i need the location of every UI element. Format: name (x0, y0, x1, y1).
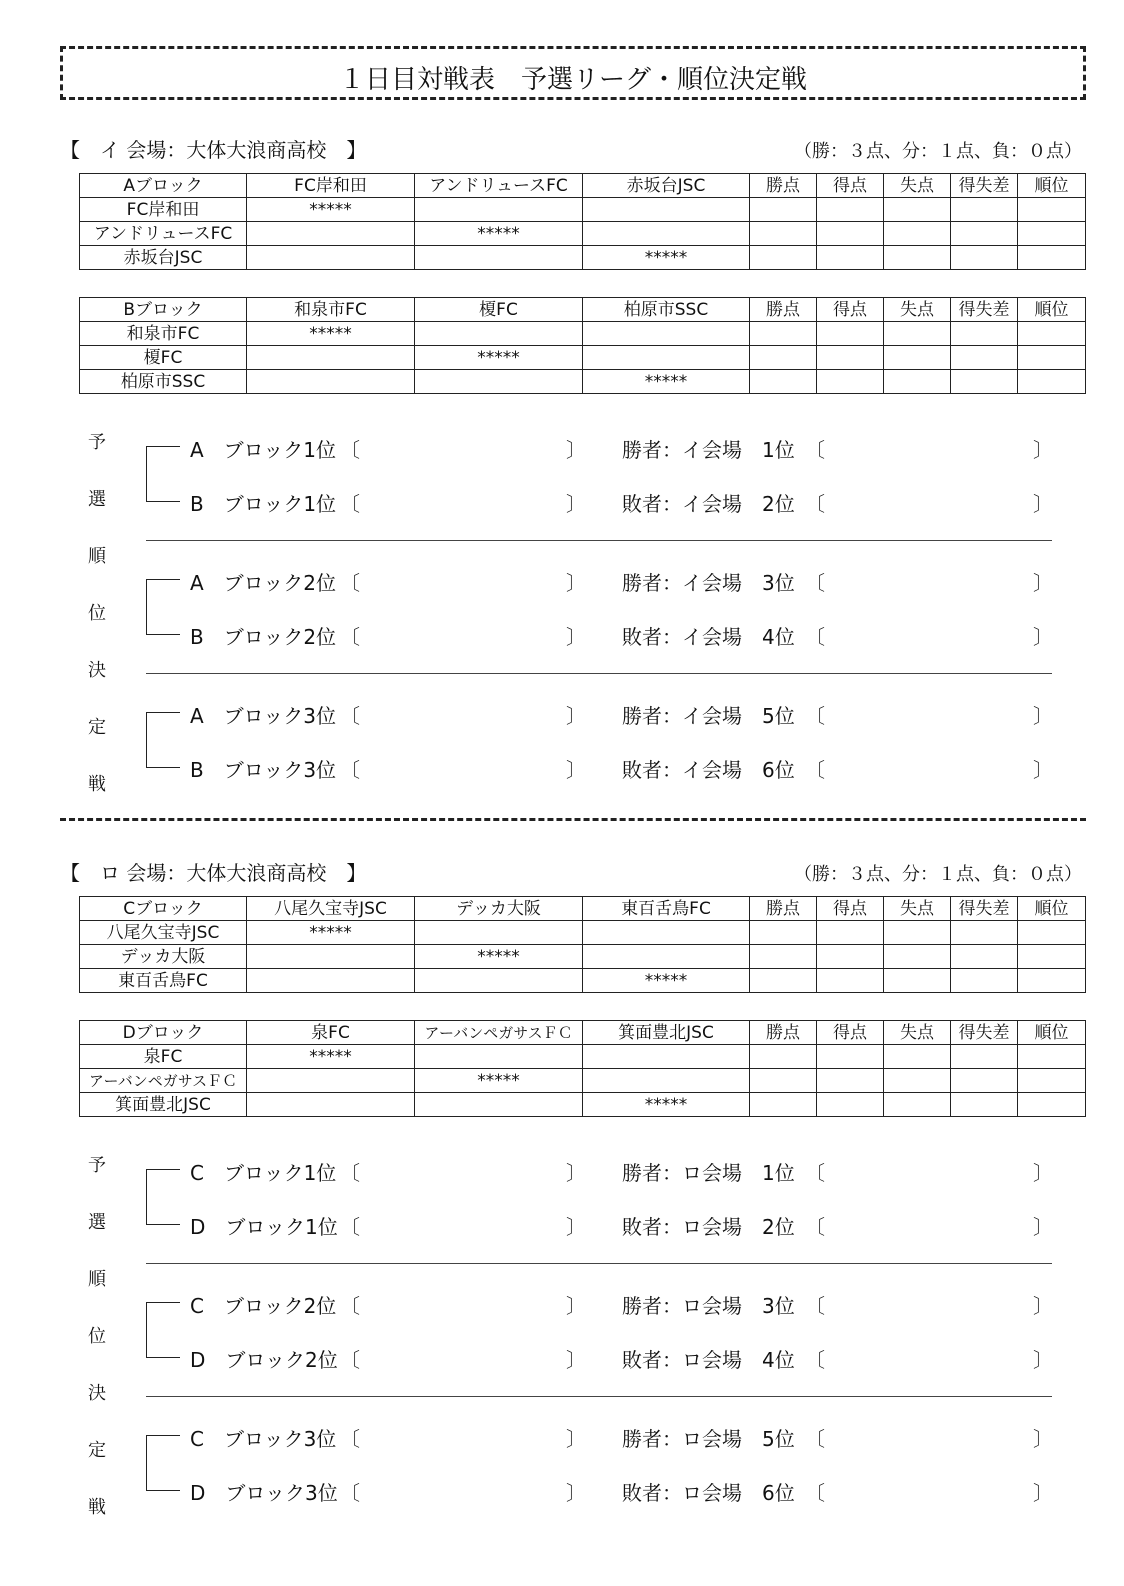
result-bracket-close: 〕 (1033, 571, 1053, 595)
match-bracket (146, 712, 180, 768)
team-column-header: 榎FC (415, 298, 583, 322)
result-bracket-open: 〔 (805, 1481, 825, 1505)
bracket-open: 〔 (340, 1427, 360, 1451)
stat-cell (884, 222, 951, 246)
stat-header: 得失差 (951, 174, 1018, 198)
bracket-close: 〕 (566, 438, 586, 462)
stat-cell (750, 1069, 817, 1093)
result-cell (583, 346, 750, 370)
match-divider (146, 1396, 1052, 1397)
result-bracket-open: 〔 (805, 1294, 825, 1318)
result-cell (415, 246, 583, 270)
stat-header: 勝点 (750, 298, 817, 322)
result-cell (247, 945, 415, 969)
result-cell (247, 1069, 415, 1093)
block-label: Bブロック (80, 298, 247, 322)
result-bracket-open: 〔 (805, 571, 825, 595)
stat-cell (1018, 1093, 1086, 1117)
bracket-close: 〕 (566, 625, 586, 649)
result-bracket-open: 〔 (805, 758, 825, 782)
stat-cell (817, 322, 884, 346)
stat-header: 勝点 (750, 1021, 817, 1045)
vertical-label-char: 戦 (88, 1497, 106, 1518)
table-row (80, 198, 1086, 222)
match-bracket (146, 446, 180, 502)
bracket-close: 〕 (566, 1294, 586, 1318)
result-bracket-close: 〕 (1033, 1348, 1053, 1372)
vertical-label-char: 予 (88, 432, 106, 453)
stat-cell (750, 370, 817, 394)
bracket-open: 〔 (340, 1481, 360, 1505)
standings-table (79, 297, 1086, 394)
stat-header: 失点 (884, 174, 951, 198)
table-row (80, 945, 1086, 969)
loser-label: 敗者：ロ会場 4位 (622, 1348, 795, 1372)
result-bracket-close: 〕 (1033, 704, 1053, 728)
stat-cell (817, 1045, 884, 1069)
result-cell (247, 222, 415, 246)
team-row-name: 和泉市FC (80, 322, 247, 346)
table-row (80, 969, 1086, 993)
team-column-header: 東百舌鳥FC (583, 897, 750, 921)
result-bracket-close: 〕 (1033, 1294, 1053, 1318)
stat-cell (1018, 945, 1086, 969)
stat-cell (884, 246, 951, 270)
loser-label: 敗者：ロ会場 2位 (622, 1215, 795, 1239)
vertical-label-char: 順 (88, 546, 106, 567)
qualifier-bottom: D ブロック3位 (190, 1481, 338, 1505)
stat-cell (951, 322, 1018, 346)
stat-cell (750, 246, 817, 270)
bracket-close: 〕 (566, 1161, 586, 1185)
result-cell (415, 370, 583, 394)
bracket-open: 〔 (340, 758, 360, 782)
qualifier-bottom: B ブロック3位 (190, 758, 337, 782)
result-cell (415, 921, 583, 945)
match-bracket (146, 1302, 180, 1358)
result-cell (247, 370, 415, 394)
result-cell (415, 198, 583, 222)
page-title-box (60, 46, 1086, 100)
stat-cell (951, 370, 1018, 394)
stat-cell (750, 198, 817, 222)
team-row-name: デッカ大阪 (80, 945, 247, 969)
team-row-name: 箕面豊北JSC (80, 1093, 247, 1117)
team-column-header: アンドリュースFC (415, 174, 583, 198)
stat-header: 得点 (817, 1021, 884, 1045)
self-match-cell: ***** (247, 198, 415, 222)
result-bracket-close: 〕 (1033, 1481, 1053, 1505)
loser-label: 敗者：ロ会場 6位 (622, 1481, 795, 1505)
qualifier-bottom: B ブロック2位 (190, 625, 337, 649)
table-header-row (80, 1021, 1086, 1045)
qualifier-top: C ブロック2位 (190, 1294, 337, 1318)
stat-cell (884, 1045, 951, 1069)
match-divider (146, 673, 1052, 674)
stat-header: 勝点 (750, 897, 817, 921)
table-row (80, 921, 1086, 945)
bracket-close: 〕 (566, 1215, 586, 1239)
winner-label: 勝者：ロ会場 3位 (622, 1294, 795, 1318)
table-row (80, 1045, 1086, 1069)
qualifier-top: C ブロック1位 (190, 1161, 337, 1185)
stat-cell (884, 346, 951, 370)
table-row (80, 346, 1086, 370)
stat-header: 順位 (1018, 298, 1086, 322)
team-row-name: 八尾久宝寺JSC (80, 921, 247, 945)
result-cell (583, 322, 750, 346)
stat-header: 失点 (884, 298, 951, 322)
stat-cell (817, 1093, 884, 1117)
stat-cell (951, 198, 1018, 222)
team-row-name: アンドリュースFC (80, 222, 247, 246)
team-column-header: デッカ大阪 (415, 897, 583, 921)
winner-label: 勝者：ロ会場 5位 (622, 1427, 795, 1451)
stat-header: 順位 (1018, 897, 1086, 921)
self-match-cell: ***** (415, 346, 583, 370)
vertical-label-char: 選 (88, 489, 106, 510)
result-cell (583, 945, 750, 969)
match-bracket (146, 579, 180, 635)
team-column-header: 和泉市FC (247, 298, 415, 322)
result-bracket-close: 〕 (1033, 1161, 1053, 1185)
team-column-header: 赤坂台JSC (583, 174, 750, 198)
result-cell (247, 246, 415, 270)
stat-cell (1018, 222, 1086, 246)
points-note: （勝：３点、分：１点、負：０点） (794, 864, 1082, 885)
result-cell (583, 1045, 750, 1069)
team-column-header: アーバンペガサスＦＣ (415, 1021, 583, 1045)
bracket-close: 〕 (566, 1348, 586, 1372)
result-cell (415, 1045, 583, 1069)
loser-label: 敗者：イ会場 4位 (622, 625, 795, 649)
team-column-header: FC岸和田 (247, 174, 415, 198)
qualifier-top: C ブロック3位 (190, 1427, 337, 1451)
result-bracket-close: 〕 (1033, 758, 1053, 782)
qualifier-bottom: D ブロック1位 (190, 1215, 338, 1239)
result-cell (247, 346, 415, 370)
bracket-close: 〕 (566, 1481, 586, 1505)
team-column-header: 泉FC (247, 1021, 415, 1045)
bracket-open: 〔 (340, 1294, 360, 1318)
stat-cell (817, 969, 884, 993)
result-bracket-open: 〔 (805, 1161, 825, 1185)
team-row-name: 赤坂台JSC (80, 246, 247, 270)
stat-cell (951, 969, 1018, 993)
bracket-open: 〔 (340, 492, 360, 516)
bracket-close: 〕 (566, 1427, 586, 1451)
block-label: Cブロック (80, 897, 247, 921)
self-match-cell: ***** (583, 246, 750, 270)
stat-header: 得失差 (951, 298, 1018, 322)
stat-cell (750, 945, 817, 969)
stat-cell (1018, 322, 1086, 346)
team-row-name: 泉FC (80, 1045, 247, 1069)
stat-header: 得点 (817, 897, 884, 921)
result-bracket-open: 〔 (805, 438, 825, 462)
result-bracket-close: 〕 (1033, 1215, 1053, 1239)
self-match-cell: ***** (247, 1045, 415, 1069)
vertical-label-char: 予 (88, 1155, 106, 1176)
result-bracket-close: 〕 (1033, 492, 1053, 516)
bracket-close: 〕 (566, 758, 586, 782)
page-title: １日目対戦表 予選リーグ・順位決定戦 (338, 65, 807, 95)
result-cell (247, 1093, 415, 1117)
stat-cell (750, 969, 817, 993)
venue-heading: 【 ロ 会場：大体大浪商高校 】 (60, 861, 367, 885)
result-bracket-close: 〕 (1033, 625, 1053, 649)
result-cell (415, 1093, 583, 1117)
bracket-open: 〔 (340, 1348, 360, 1372)
winner-label: 勝者：ロ会場 1位 (622, 1161, 795, 1185)
table-row (80, 370, 1086, 394)
result-bracket-close: 〕 (1033, 438, 1053, 462)
result-cell (583, 921, 750, 945)
result-bracket-open: 〔 (805, 1215, 825, 1239)
stat-header: 失点 (884, 897, 951, 921)
table-header-row (80, 298, 1086, 322)
stat-cell (884, 969, 951, 993)
stat-cell (750, 921, 817, 945)
table-row (80, 246, 1086, 270)
stat-cell (884, 322, 951, 346)
stat-cell (750, 222, 817, 246)
stat-cell (884, 1069, 951, 1093)
vertical-label-char: 位 (88, 603, 106, 624)
stat-cell (951, 945, 1018, 969)
stat-cell (884, 370, 951, 394)
bracket-close: 〕 (566, 571, 586, 595)
stat-cell (817, 921, 884, 945)
block-label: Aブロック (80, 174, 247, 198)
result-bracket-close: 〕 (1033, 1427, 1053, 1451)
team-row-name: 柏原市SSC (80, 370, 247, 394)
stat-cell (817, 346, 884, 370)
stat-cell (884, 198, 951, 222)
stat-cell (750, 1093, 817, 1117)
self-match-cell: ***** (247, 921, 415, 945)
stat-cell (750, 346, 817, 370)
standings-table (79, 1020, 1086, 1117)
qualifier-top: A ブロック3位 (190, 704, 337, 728)
match-divider (146, 540, 1052, 541)
table-row (80, 1093, 1086, 1117)
team-row-name: 東百舌鳥FC (80, 969, 247, 993)
table-row (80, 222, 1086, 246)
loser-label: 敗者：イ会場 2位 (622, 492, 795, 516)
points-note: （勝：３点、分：１点、負：０点） (794, 141, 1082, 162)
table-row (80, 322, 1086, 346)
team-column-header: 八尾久宝寺JSC (247, 897, 415, 921)
result-cell (583, 222, 750, 246)
stat-cell (1018, 1069, 1086, 1093)
result-cell (415, 969, 583, 993)
table-row (80, 1069, 1086, 1093)
result-cell (583, 198, 750, 222)
stat-cell (884, 1093, 951, 1117)
team-row-name: FC岸和田 (80, 198, 247, 222)
stat-cell (951, 1093, 1018, 1117)
result-cell (583, 1069, 750, 1093)
qualifier-top: A ブロック2位 (190, 571, 337, 595)
bracket-open: 〔 (340, 1215, 360, 1239)
bracket-open: 〔 (340, 704, 360, 728)
stat-cell (817, 945, 884, 969)
standings-table (79, 173, 1086, 270)
stat-cell (884, 921, 951, 945)
winner-label: 勝者：イ会場 5位 (622, 704, 795, 728)
bracket-open: 〔 (340, 571, 360, 595)
stat-cell (817, 1069, 884, 1093)
self-match-cell: ***** (415, 222, 583, 246)
venue-heading: 【 イ 会場：大体大浪商高校 】 (60, 138, 367, 162)
self-match-cell: ***** (583, 370, 750, 394)
stat-header: 順位 (1018, 174, 1086, 198)
team-row-name: 榎FC (80, 346, 247, 370)
result-bracket-open: 〔 (805, 625, 825, 649)
vertical-label-char: 位 (88, 1326, 106, 1347)
stat-cell (817, 198, 884, 222)
winner-label: 勝者：イ会場 1位 (622, 438, 795, 462)
match-bracket (146, 1169, 180, 1225)
result-cell (415, 322, 583, 346)
loser-label: 敗者：イ会場 6位 (622, 758, 795, 782)
table-header-row (80, 174, 1086, 198)
stat-cell (817, 222, 884, 246)
vertical-label-char: 選 (88, 1212, 106, 1233)
self-match-cell: ***** (415, 945, 583, 969)
qualifier-top: A ブロック1位 (190, 438, 337, 462)
stat-cell (951, 921, 1018, 945)
bracket-close: 〕 (566, 704, 586, 728)
qualifier-bottom: D ブロック2位 (190, 1348, 338, 1372)
stat-cell (884, 945, 951, 969)
stat-header: 勝点 (750, 174, 817, 198)
self-match-cell: ***** (583, 1093, 750, 1117)
result-bracket-open: 〔 (805, 704, 825, 728)
bracket-open: 〔 (340, 625, 360, 649)
stat-header: 得失差 (951, 1021, 1018, 1045)
stat-header: 失点 (884, 1021, 951, 1045)
stat-cell (817, 246, 884, 270)
stat-cell (1018, 198, 1086, 222)
stat-cell (951, 346, 1018, 370)
stat-cell (750, 322, 817, 346)
stat-cell (750, 1045, 817, 1069)
self-match-cell: ***** (583, 969, 750, 993)
stat-header: 得点 (817, 298, 884, 322)
match-bracket (146, 1435, 180, 1491)
block-label: Dブロック (80, 1021, 247, 1045)
qualifier-bottom: B ブロック1位 (190, 492, 337, 516)
result-bracket-open: 〔 (805, 1348, 825, 1372)
stat-cell (1018, 370, 1086, 394)
stat-header: 得点 (817, 174, 884, 198)
result-bracket-open: 〔 (805, 1427, 825, 1451)
vertical-label-char: 順 (88, 1269, 106, 1290)
winner-label: 勝者：イ会場 3位 (622, 571, 795, 595)
team-column-header: 箕面豊北JSC (583, 1021, 750, 1045)
vertical-label-char: 決 (88, 660, 106, 681)
vertical-label-char: 戦 (88, 774, 106, 795)
vertical-label-char: 定 (88, 1440, 106, 1461)
bracket-close: 〕 (566, 492, 586, 516)
team-row-name: アーバンペガサスＦＣ (80, 1069, 247, 1093)
self-match-cell: ***** (415, 1069, 583, 1093)
vertical-label-char: 決 (88, 1383, 106, 1404)
bracket-open: 〔 (340, 1161, 360, 1185)
self-match-cell: ***** (247, 322, 415, 346)
result-bracket-open: 〔 (805, 492, 825, 516)
standings-table (79, 896, 1086, 993)
stat-header: 得失差 (951, 897, 1018, 921)
result-cell (247, 969, 415, 993)
stat-cell (1018, 1045, 1086, 1069)
bracket-open: 〔 (340, 438, 360, 462)
stat-cell (1018, 969, 1086, 993)
stat-cell (951, 246, 1018, 270)
stat-cell (951, 222, 1018, 246)
stat-cell (1018, 246, 1086, 270)
match-divider (146, 1263, 1052, 1264)
stat-header: 順位 (1018, 1021, 1086, 1045)
stat-cell (1018, 346, 1086, 370)
stat-cell (951, 1069, 1018, 1093)
stat-cell (951, 1045, 1018, 1069)
team-column-header: 柏原市SSC (583, 298, 750, 322)
table-header-row (80, 897, 1086, 921)
stat-cell (817, 370, 884, 394)
section-separator (60, 818, 1086, 821)
stat-cell (1018, 921, 1086, 945)
vertical-label-char: 定 (88, 717, 106, 738)
